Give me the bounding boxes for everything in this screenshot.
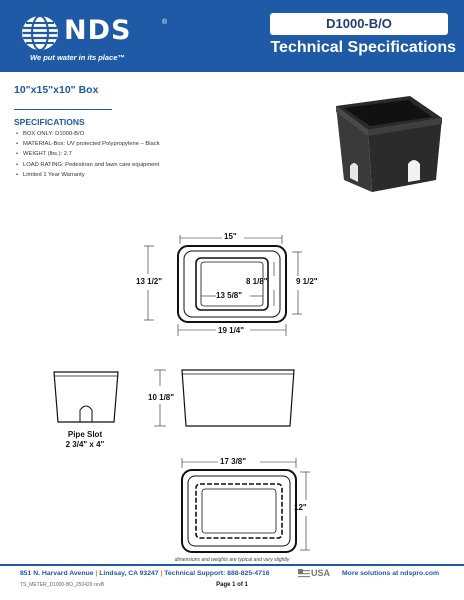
page-number: Page 1 of 1: [216, 582, 248, 588]
nds-logo: [20, 14, 170, 64]
top-left-height-dimension: 13 1/2": [136, 277, 163, 286]
spec-item: • LOAD RATING: Pedestrian and lawn care equipment: [16, 160, 160, 170]
usa-badge-text: USA: [311, 568, 331, 578]
product-photo: [310, 92, 450, 202]
spec-item: • WEIGHT (lbs.): 2.7: [16, 149, 160, 159]
right-height-dimension: 9 1/2": [296, 277, 318, 286]
doc-code: D1000-B/O: [326, 16, 392, 31]
pipe-slot-label: Pipe Slot 2 3/4" x 4": [65, 430, 105, 449]
side-height-dimension: 10 1/8": [148, 393, 175, 402]
usa-badge: [298, 567, 332, 581]
product-title: 10"x15"x10" Box: [14, 84, 99, 96]
bottom-width-dimension: 19 1/4": [218, 326, 245, 335]
footer-website: More solutions at ndspro.com: [342, 570, 440, 577]
footer-doc-code: TS_METER_D1000-BO_250429 revB: [20, 582, 105, 588]
inner-width-dimension: 13 5/8": [216, 291, 243, 300]
logo-tagline: We put water in its place™: [30, 53, 125, 62]
spec-item: • Limited 1 Year Warranty: [16, 170, 160, 180]
specifications-heading: SPECIFICATIONS: [14, 117, 85, 127]
footer-divider: [0, 564, 464, 566]
inner-height-dimension: 8 1/8": [246, 277, 268, 286]
end-view-drawing: [46, 368, 126, 428]
usa-flag-icon: [298, 569, 310, 579]
bottom-view-height-dimension: 12": [294, 503, 307, 512]
page-title: Technical Specifications: [270, 39, 456, 56]
specifications-list: [16, 129, 160, 180]
logo-wordmark: NDS: [64, 15, 132, 46]
dimensions-note: dimensions and weights are typical and vary slightly: [174, 557, 290, 563]
top-width-dimension: 15": [224, 232, 237, 241]
title-divider: [14, 109, 112, 110]
spec-item: • BOX ONLY: D1000-B/O: [16, 129, 160, 139]
header-banner: [0, 0, 464, 72]
registered-mark: ®: [162, 19, 168, 26]
bottom-view-width-dimension: 17 3/8": [220, 457, 247, 466]
doc-code-badge: [270, 13, 448, 35]
spec-item: • MATERIAL-Box: UV protected Polypropylene – Black: [16, 139, 160, 149]
globe-icon: [20, 14, 60, 52]
footer-contact: 851 N. Harvard Avenue | Lindsay, CA 93247 | Technical Support: 888-825-4716: [20, 570, 270, 577]
